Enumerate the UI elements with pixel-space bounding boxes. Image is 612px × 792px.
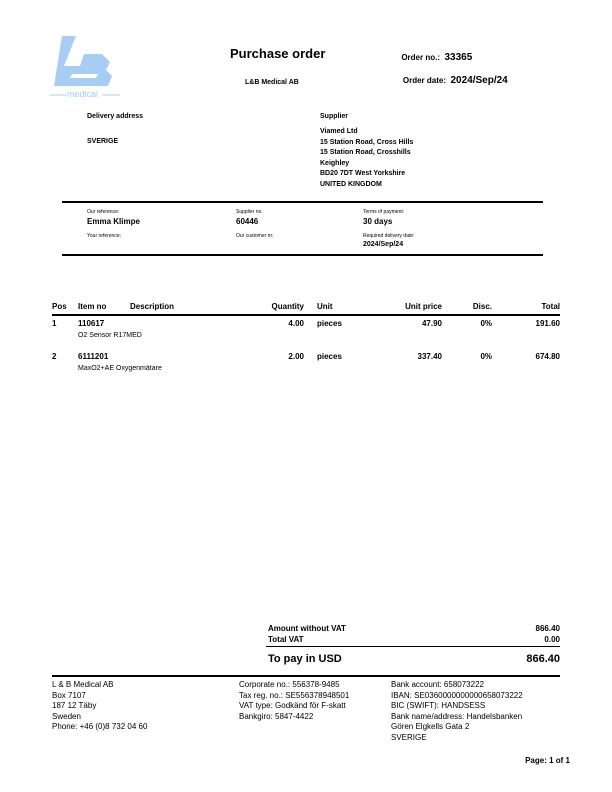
- table-header-rule: [52, 314, 560, 316]
- vat-amount: 0.00: [544, 635, 560, 644]
- footer-registration: Corporate no.: 556378-9485 Tax reg. no.: SE556378948501 VAT type: Godkänd för F-skatt Bankgiro: 5847-4422: [239, 680, 350, 721]
- col-unit: Unit: [317, 302, 333, 311]
- row-pos: 1: [52, 319, 57, 328]
- supplier-no: 60446: [236, 217, 259, 226]
- row-item: 110617: [78, 319, 105, 328]
- col-pos: Pos: [52, 302, 67, 311]
- supplier-no-label: Supplier no.: [236, 209, 263, 215]
- row-desc: MaxO2+AE Oxygenmätare: [78, 365, 162, 372]
- row-qty: 4.00: [288, 319, 304, 328]
- delivery-date: 2024/Sep/24: [363, 241, 404, 248]
- delivery-address-line: SVERIGE: [87, 138, 119, 145]
- order-date: Order date: 2024/Sep/24: [402, 75, 508, 86]
- logo-subtext: medical: [67, 89, 99, 99]
- order-no: Order no.: 33365: [401, 52, 473, 63]
- net-amount-label: Amount without VAT: [268, 624, 346, 633]
- row-qty: 2.00: [288, 352, 304, 361]
- page-number: Page: 1 of 1: [525, 756, 570, 765]
- delivery-date-label: Required delivery date:: [363, 233, 415, 239]
- supplier-label: Supplier: [320, 113, 349, 120]
- customer-nr-label: Our customer nr:: [236, 233, 274, 239]
- footer-rule: [52, 675, 560, 677]
- row-disc: 0%: [480, 319, 492, 328]
- company-logo: [50, 34, 120, 100]
- col-qty: Quantity: [271, 302, 304, 311]
- col-item: Item no: [78, 302, 107, 311]
- row-total: 191.60: [535, 319, 560, 328]
- to-pay-amount: 866.40: [526, 653, 560, 665]
- divider: [62, 254, 543, 256]
- row-price: 337.40: [417, 352, 442, 361]
- row-disc: 0%: [480, 352, 492, 361]
- footer-company: L & B Medical AB Box 7107 187 12 Täby Sweden Phone: +46 (0)8 732 04 60: [52, 680, 148, 731]
- our-reference-label: Our reference:: [87, 209, 120, 215]
- row-unit: pieces: [317, 319, 342, 328]
- row-desc: O2 Sensor R17MED: [78, 332, 142, 339]
- your-reference-label: Your reference:: [87, 233, 122, 239]
- col-price: Unit price: [405, 302, 442, 311]
- col-total: Total: [541, 302, 560, 311]
- row-item: 6111201: [78, 352, 109, 361]
- totals-rule: [266, 646, 560, 647]
- footer-bank: Bank account: 658073222 IBAN: SE0360000000000658073222 BIC (SWIFT): HANDSESS Bank name/address: Handelsbanken Gören Elgkells Gata 2 SVERIGE: [391, 680, 523, 742]
- col-disc: Disc.: [472, 302, 492, 311]
- vat-label: Total VAT: [268, 635, 304, 644]
- row-pos: 2: [52, 352, 57, 361]
- row-unit: pieces: [317, 352, 342, 361]
- row-total: 674.80: [535, 352, 560, 361]
- col-desc: Description: [130, 302, 175, 311]
- row-price: 47.90: [421, 319, 442, 328]
- our-reference: Emma Klimpe: [87, 217, 140, 226]
- net-amount: 866.40: [535, 624, 560, 633]
- terms-label: Terms of payment:: [363, 209, 405, 215]
- supplier-address: Viamed Ltd 15 Station Road, Cross Hills 15 Station Road, Crosshills Keighley BD20 7DT West Yorkshire UNITED KINGDOM: [320, 128, 414, 188]
- to-pay-label: To pay in USD: [268, 653, 342, 665]
- divider: [62, 201, 543, 203]
- delivery-address-label: Delivery address: [87, 113, 144, 120]
- company-name: L&B Medical AB: [245, 79, 299, 86]
- document-title: Purchase order: [230, 46, 326, 61]
- terms-of-payment: 30 days: [363, 217, 393, 226]
